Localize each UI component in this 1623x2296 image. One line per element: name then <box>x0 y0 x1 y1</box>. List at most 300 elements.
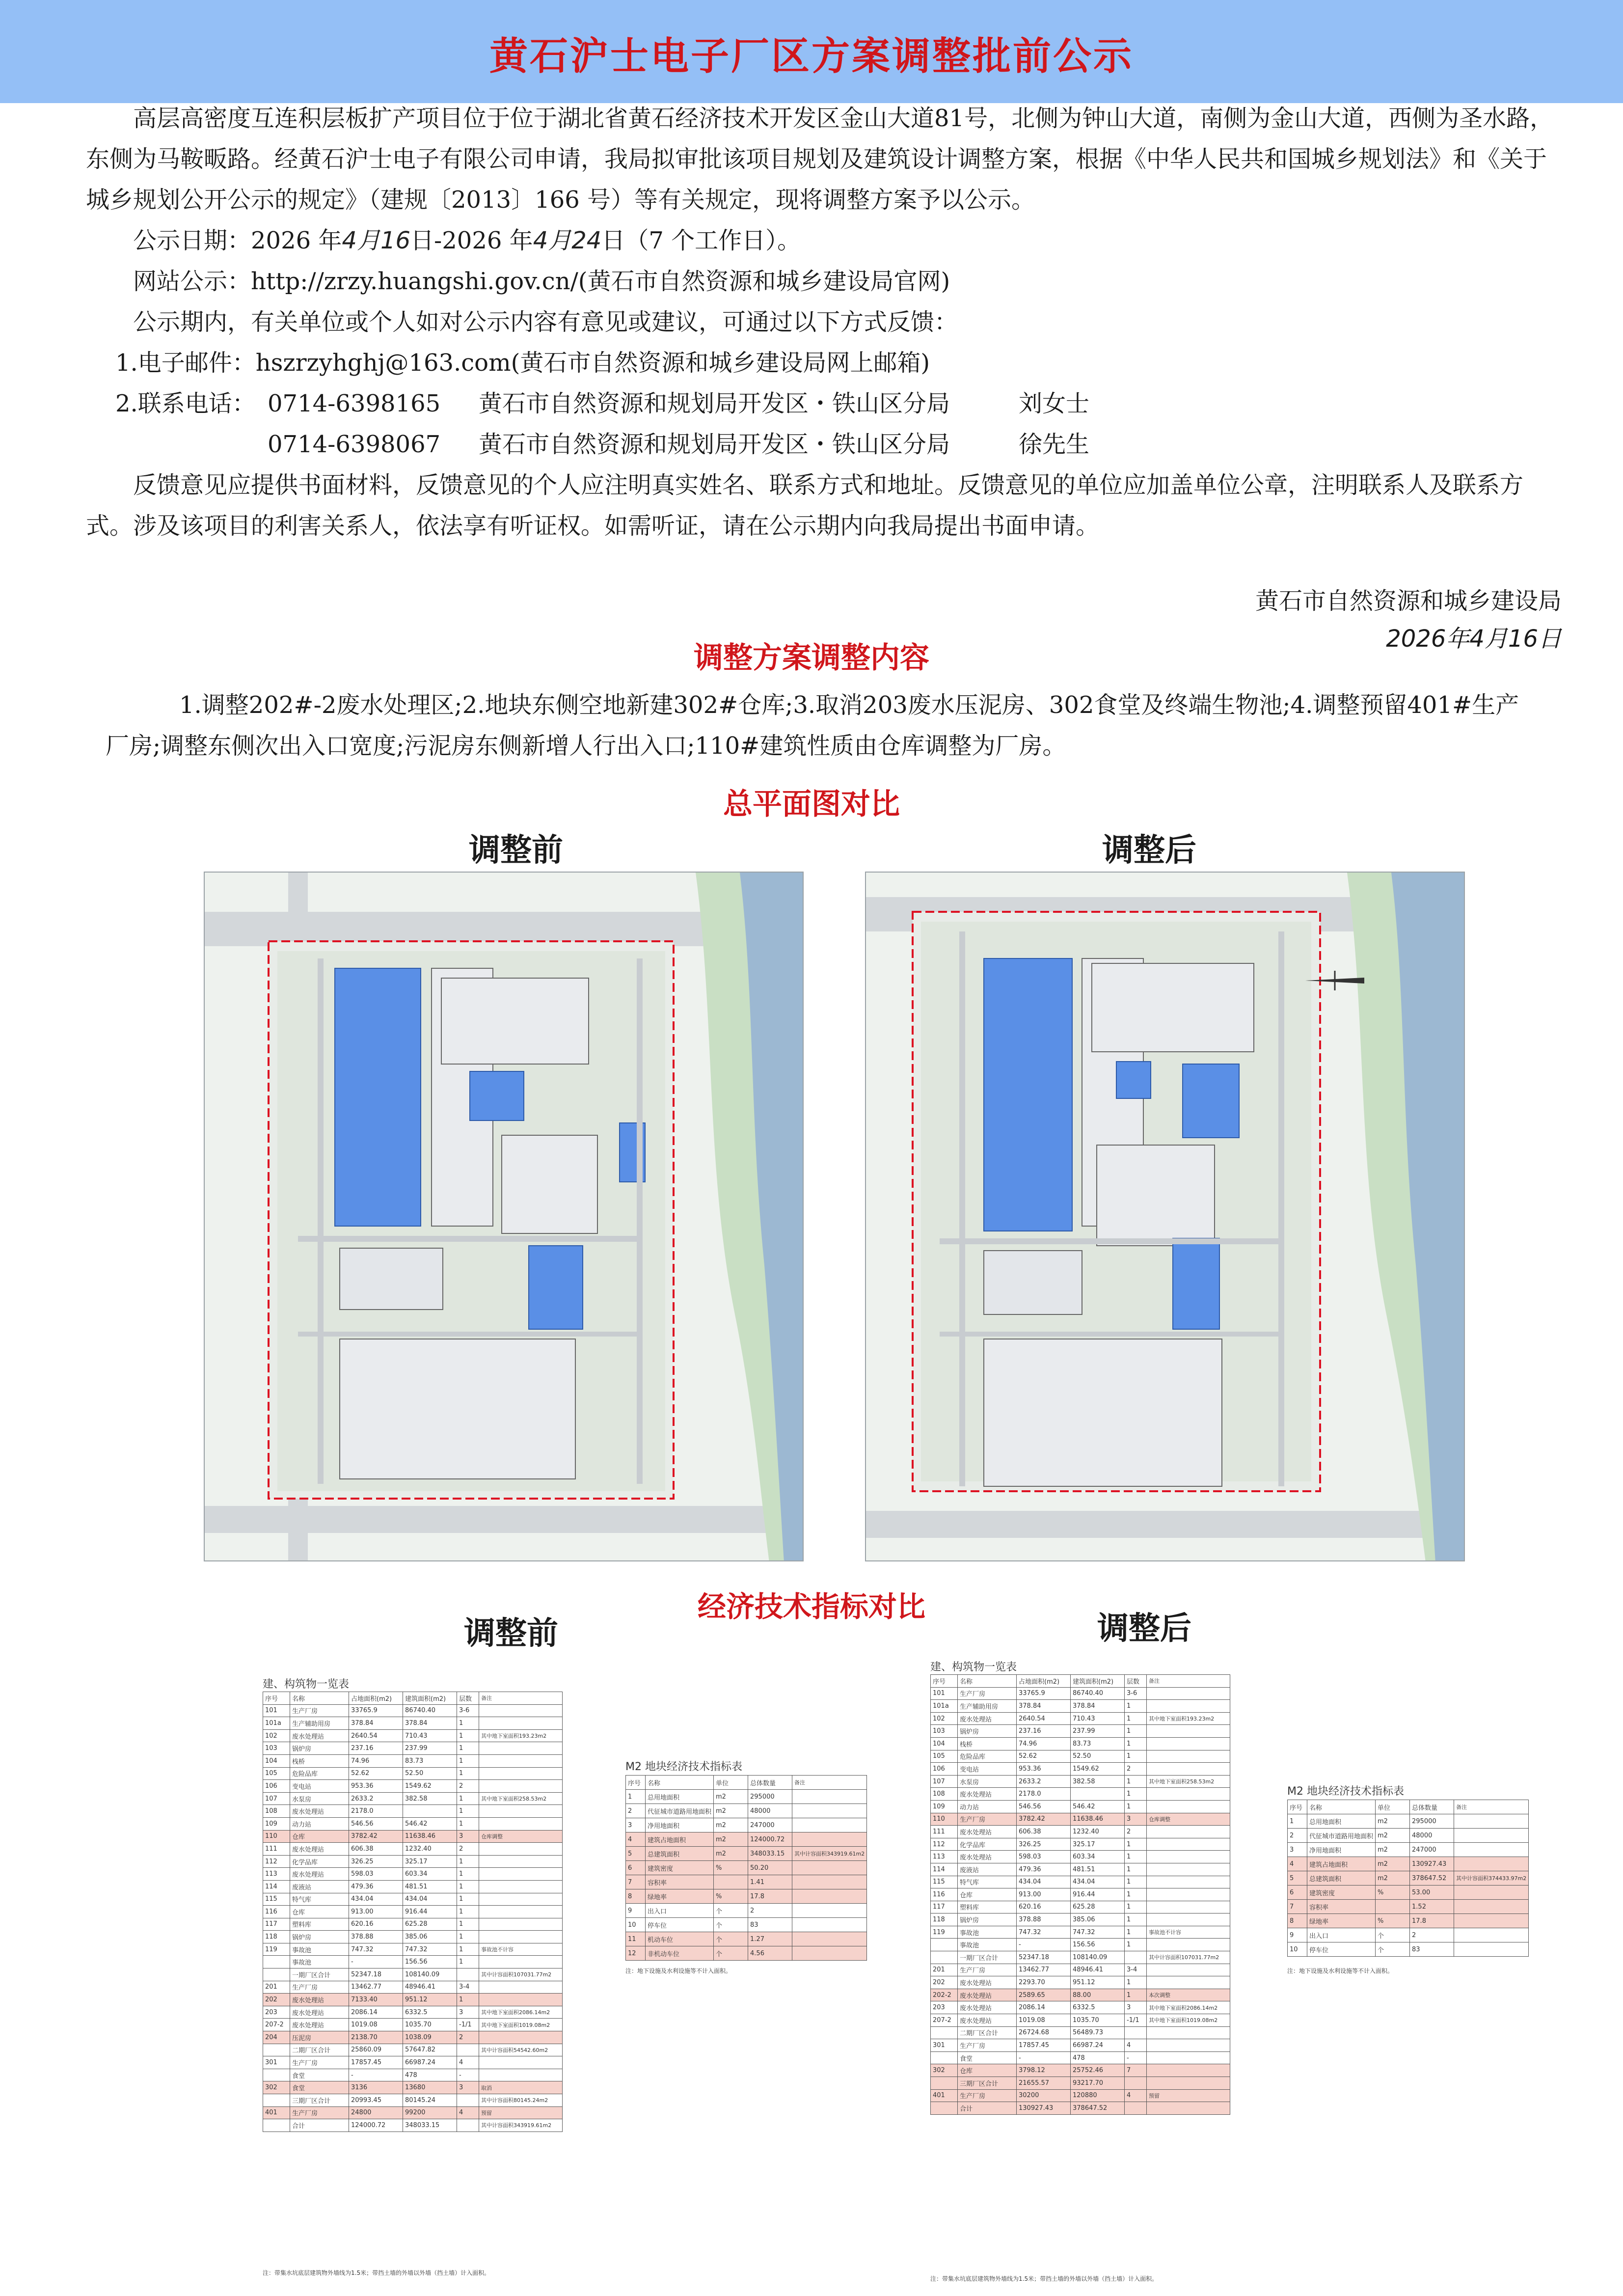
table-cell: 1 <box>1125 1737 1147 1750</box>
table-cell <box>792 1932 867 1946</box>
table-cell: 1 <box>457 1880 479 1893</box>
table-cell: 2640.54 <box>1017 1712 1071 1725</box>
table-cell: 4 <box>626 1832 646 1847</box>
building-row <box>263 1893 563 1906</box>
building-row <box>931 1750 1230 1763</box>
table-cell: 停车位 <box>646 1918 714 1932</box>
table-cell: 3-6 <box>1125 1687 1147 1700</box>
notice-feedback-rules: 反馈意见应提供书面材料，反馈意见的个人应注明真实姓名、联系方式和地址。反馈意见的单位应加盖单位公章，注明联系人及联系方式。涉及该项目的利害关系人，依法享有听证权。如需听证，请在公示期内向我局提出书面申请。 <box>86 471 1524 540</box>
building-row <box>931 2026 1230 2039</box>
table-cell: 1549.62 <box>1071 1763 1125 1776</box>
table-cell: 1 <box>457 1742 479 1755</box>
signature-org: 黄石市自然资源和城乡建设局 <box>1255 587 1562 615</box>
table-cell: 绿地率 <box>1307 1914 1376 1928</box>
table-cell: 237.16 <box>349 1742 403 1755</box>
table-cell <box>263 2119 290 2132</box>
table-cell: 二期厂区合计 <box>290 2044 349 2056</box>
metric-row <box>626 1932 867 1946</box>
table-cell: 二期厂区合计 <box>958 2026 1017 2039</box>
table-cell <box>1071 1788 1125 1801</box>
table-cell: 4 <box>1288 1857 1307 1871</box>
table-cell <box>1147 1700 1230 1713</box>
table-cell: m2 <box>1376 1843 1410 1857</box>
table-cell <box>1125 2077 1147 2090</box>
table-cell: 1 <box>1125 1750 1147 1763</box>
table-cell: 52347.18 <box>349 1968 403 1981</box>
table-cell: 2178.0 <box>349 1805 403 1818</box>
table-cell: 2 <box>1288 1829 1307 1843</box>
table-cell: 其中计容面积107031.77m2 <box>479 1968 563 1981</box>
table-header-cell: 建筑面积(m2) <box>1071 1675 1125 1688</box>
building-row <box>931 1813 1230 1826</box>
table-cell: 3 <box>1125 2001 1147 2014</box>
building-row <box>263 1931 563 1943</box>
table-cell: - <box>349 2069 403 2081</box>
table-cell: 106 <box>931 1763 958 1776</box>
table-cell: 废水处理站 <box>290 1843 349 1856</box>
table-cell: 2 <box>457 2031 479 2044</box>
table-cell: 食堂 <box>290 2069 349 2081</box>
table-cell: 118 <box>263 1931 290 1943</box>
table-cell <box>263 2069 290 2081</box>
building-row <box>931 1700 1230 1713</box>
table-cell: 废水处理站 <box>958 1851 1017 1863</box>
table-cell <box>479 1754 563 1767</box>
table-cell <box>1147 2064 1230 2077</box>
metric-row <box>626 1818 867 1832</box>
before-building-note: 注：带集水坑底层建筑物外墙线为1.5米；带挡土墙的外墙以外墙（挡土墙）计入面积。 <box>263 2269 490 2276</box>
table-cell: 5 <box>1288 1871 1307 1886</box>
table-cell: 2086.14 <box>1017 2001 1071 2014</box>
table-cell <box>1454 1914 1529 1928</box>
table-cell: 6332.5 <box>1071 2001 1125 2014</box>
table-cell: 其中计容面积54542.60m2 <box>479 2044 563 2056</box>
table-cell: 105 <box>263 1767 290 1780</box>
table-cell: 2640.54 <box>349 1729 403 1742</box>
table-cell: 201 <box>931 1964 958 1976</box>
table-cell: 生产厂房 <box>958 1964 1017 1976</box>
table-cell: 114 <box>263 1880 290 1893</box>
table-cell <box>1147 2077 1230 2090</box>
table-cell: 401 <box>263 2106 290 2119</box>
table-cell <box>457 2094 479 2107</box>
contact-row-2 <box>86 424 1554 465</box>
table-cell: 620.16 <box>1017 1901 1071 1913</box>
building-row <box>931 1976 1230 1989</box>
table-cell: 710.43 <box>403 1729 457 1742</box>
table-cell: 容积率 <box>1307 1900 1376 1914</box>
before-metric-note: 注：地下设施及水利设施等不计入面积。 <box>625 1968 732 1974</box>
table-cell <box>403 1805 457 1818</box>
table-cell <box>792 1889 867 1904</box>
table-cell: 1 <box>457 1994 479 2006</box>
table-cell: 1 <box>1125 1838 1147 1851</box>
building-row <box>263 1754 563 1767</box>
table-cell: 3 <box>1288 1843 1307 1857</box>
table-cell: 代征城市道路用地面积 <box>1307 1829 1376 1843</box>
table-cell: 1232.40 <box>403 1843 457 1856</box>
table-cell <box>479 2069 563 2081</box>
table-cell: 1 <box>457 1729 479 1742</box>
table-cell: 107 <box>931 1775 958 1788</box>
table-cell: 其中地下室面积2086.14m2 <box>1147 2001 1230 2014</box>
table-header-cell: 备注 <box>479 1692 563 1705</box>
table-cell: 事故池不计容 <box>479 1943 563 1956</box>
table-cell <box>1454 1814 1529 1829</box>
table-cell: 237.16 <box>1017 1725 1071 1738</box>
table-cell: 个 <box>714 1946 748 1961</box>
building-row <box>263 1994 563 2006</box>
table-cell: 207-2 <box>931 2014 958 2027</box>
table-cell: 生产厂房 <box>290 2056 349 2069</box>
table-cell <box>931 1951 958 1964</box>
table-cell: 203 <box>263 2006 290 2019</box>
table-cell: 107 <box>263 1792 290 1805</box>
table-cell: 8 <box>626 1889 646 1904</box>
table-cell: 其中地下室面积193.23m2 <box>1147 1712 1230 1725</box>
table-cell: 生产辅助用房 <box>290 1717 349 1730</box>
table-cell: 119 <box>931 1926 958 1939</box>
table-header-cell: 备注 <box>792 1776 867 1790</box>
table-cell: 112 <box>931 1838 958 1851</box>
building-row <box>263 1855 563 1868</box>
table-cell: 111 <box>263 1843 290 1856</box>
table-cell: 危险品库 <box>958 1750 1017 1763</box>
table-cell: 130927.43 <box>1017 2102 1071 2115</box>
table-cell: 化学品库 <box>290 1855 349 1868</box>
table-cell: 481.51 <box>403 1880 457 1893</box>
building-row <box>263 1805 563 1818</box>
table-cell <box>714 1875 748 1889</box>
table-cell: 101a <box>931 1700 958 1713</box>
table-cell: 其中计容面积343919.61m2 <box>479 2119 563 2132</box>
table-cell: 2 <box>748 1904 792 1918</box>
table-cell: 116 <box>263 1906 290 1918</box>
building-row <box>931 1964 1230 1976</box>
table-cell: 434.04 <box>349 1893 403 1906</box>
table-cell: 4.56 <box>748 1946 792 1961</box>
table-cell: 三期厂区合计 <box>958 2077 1017 2090</box>
table-cell: 1 <box>457 1906 479 1918</box>
table-cell: 108140.09 <box>1071 1951 1125 1964</box>
table-cell: 378.88 <box>1017 1913 1071 1926</box>
building-row <box>263 2119 563 2132</box>
table-cell: 48946.41 <box>403 1981 457 1994</box>
table-header-cell: 备注 <box>1147 1675 1230 1688</box>
table-cell: 2 <box>1125 1826 1147 1838</box>
table-cell: 7 <box>1125 2064 1147 2077</box>
table-cell <box>1147 1737 1230 1750</box>
table-cell: 247000 <box>748 1818 792 1832</box>
table-cell: 7133.40 <box>349 1994 403 2006</box>
table-cell: 3 <box>457 1830 479 1843</box>
table-cell: 绿地率 <box>646 1889 714 1904</box>
table-cell: 3782.42 <box>349 1830 403 1843</box>
table-cell: 115 <box>931 1876 958 1888</box>
table-cell: 出入口 <box>646 1904 714 1918</box>
table-cell: 1 <box>457 1754 479 1767</box>
contact-row-1 <box>86 383 1554 424</box>
table-cell <box>1454 1886 1529 1900</box>
adjust-content: 1.调整202#-2废水处理区;2.地块东侧空地新建302#仓库;3.取消203废水压泥房、302食堂及终端生物池;4.调整预留401#生产厂房;调整东侧次出入口宽度;污泥房东侧新增人行出入口;110#建筑性质由仓库调整为厂房。 <box>106 691 1519 760</box>
table-cell: 废水处理站 <box>958 1712 1017 1725</box>
building-row <box>931 1901 1230 1913</box>
table-header-cell: 层数 <box>457 1692 479 1705</box>
table-cell: 348033.15 <box>403 2119 457 2132</box>
table-cell <box>1147 1913 1230 1926</box>
before-building-title: 建、构筑物一览表 <box>263 1678 350 1691</box>
plan-after-label: 调整后 <box>1102 832 1196 869</box>
table-cell: 478 <box>1071 2051 1125 2064</box>
table-cell: 112 <box>263 1855 290 1868</box>
before-building-sheet <box>255 1672 599 2281</box>
table-cell <box>479 1805 563 1818</box>
table-cell: 1038.09 <box>403 2031 457 2044</box>
site-plan-after <box>865 872 1465 1561</box>
table-cell: 1 <box>457 1817 479 1830</box>
after-building-title: 建、构筑物一览表 <box>930 1661 1017 1673</box>
building-row <box>931 2039 1230 2052</box>
table-cell: 2633.2 <box>349 1792 403 1805</box>
table-cell: 出入口 <box>1307 1928 1376 1942</box>
table-header-cell: 单位 <box>1376 1800 1410 1814</box>
table-cell: 326.25 <box>1017 1838 1071 1851</box>
table-cell: m2 <box>714 1847 748 1861</box>
table-cell: 其中地下室面积193.23m2 <box>479 1729 563 1742</box>
building-row <box>931 1913 1230 1926</box>
table-cell: 塑料库 <box>958 1901 1017 1913</box>
table-cell: 生产厂房 <box>958 1813 1017 1826</box>
metric-row <box>1288 1928 1529 1942</box>
before-metric-sheet <box>620 1755 875 1981</box>
table-cell: 1 <box>626 1790 646 1804</box>
contact-label: 2.联系电话： <box>115 390 256 417</box>
table-cell: 33765.9 <box>349 1704 403 1717</box>
building-row <box>263 1918 563 1931</box>
table-cell: 326.25 <box>349 1855 403 1868</box>
contact-name: 徐先生 <box>1019 431 1090 458</box>
table-cell: 废水处理站 <box>958 1788 1017 1801</box>
table-cell: 546.56 <box>349 1817 403 1830</box>
table-header-cell: 总体数量 <box>1410 1800 1454 1814</box>
table-cell: 101 <box>263 1704 290 1717</box>
table-cell <box>479 1742 563 1755</box>
building-row <box>931 1888 1230 1901</box>
table-cell: 108 <box>931 1788 958 1801</box>
table-cell: 546.42 <box>1071 1800 1125 1813</box>
table-cell: 1 <box>1125 1775 1147 1788</box>
table-cell: 202 <box>931 1976 958 1989</box>
metric-row <box>1288 1814 1529 1829</box>
metric-row <box>1288 1871 1529 1886</box>
table-cell: 本次调整 <box>1147 1989 1230 2001</box>
table-cell: 83.73 <box>403 1754 457 1767</box>
table-cell <box>1454 1829 1529 1843</box>
table-cell: 生产辅助用房 <box>958 1700 1017 1713</box>
table-cell: 378.84 <box>403 1717 457 1730</box>
table-cell: 合计 <box>290 2119 349 2132</box>
table-cell: 总建筑面积 <box>1307 1871 1376 1886</box>
table-cell: 废水处理站 <box>290 1868 349 1881</box>
table-cell: 951.12 <box>403 1994 457 2006</box>
table-cell: 6 <box>1288 1886 1307 1900</box>
table-cell: 1 <box>1125 1800 1147 1813</box>
table-cell: 48000 <box>748 1804 792 1818</box>
table-cell <box>1147 1964 1230 1976</box>
table-cell: m2 <box>1376 1814 1410 1829</box>
handwritten-date-start: 4月16 <box>342 227 411 254</box>
site-plan-after-drawing <box>866 873 1465 1561</box>
table-cell: 1 <box>1125 1700 1147 1713</box>
table-cell <box>792 1790 867 1804</box>
table-cell <box>1125 2102 1147 2115</box>
table-cell <box>1147 1826 1230 1838</box>
table-cell: 锅炉房 <box>290 1931 349 1943</box>
table-cell: 2086.14 <box>349 2006 403 2019</box>
table-cell: 479.36 <box>349 1880 403 1893</box>
table-cell: 栈桥 <box>290 1754 349 1767</box>
table-cell <box>1147 2051 1230 2064</box>
building-row <box>263 1968 563 1981</box>
table-cell: % <box>714 1889 748 1904</box>
table-cell <box>479 1880 563 1893</box>
table-cell <box>792 1904 867 1918</box>
table-cell: 2178.0 <box>1017 1788 1071 1801</box>
table-cell: 103 <box>263 1742 290 1755</box>
table-cell: 一期厂区合计 <box>958 1951 1017 1964</box>
table-cell: 2 <box>1125 1763 1147 1776</box>
building-row <box>931 1800 1230 1813</box>
table-cell: 预留 <box>479 2106 563 2119</box>
indicator-after-label: 调整后 <box>1097 1610 1191 1647</box>
table-cell: 237.99 <box>403 1742 457 1755</box>
table-cell: 废水处理站 <box>290 1994 349 2006</box>
table-cell: 105 <box>931 1750 958 1763</box>
table-cell: 25752.46 <box>1071 2064 1125 2077</box>
table-cell: 仓库调整 <box>479 1830 563 1843</box>
table-cell: 其中地下室面积258.53m2 <box>1147 1775 1230 1788</box>
table-cell: 48946.41 <box>1071 1964 1125 1976</box>
table-cell: 119 <box>263 1943 290 1956</box>
table-cell: 201 <box>263 1981 290 1994</box>
table-cell: 325.17 <box>1071 1838 1125 1851</box>
table-cell: % <box>1376 1886 1410 1900</box>
table-cell: 102 <box>263 1729 290 1742</box>
notice-body <box>86 98 1554 547</box>
table-cell <box>479 2031 563 2044</box>
table-cell: 1035.70 <box>1071 2014 1125 2027</box>
table-cell <box>792 1946 867 1961</box>
table-cell: 86740.40 <box>1071 1687 1125 1700</box>
table-cell: 117 <box>263 1918 290 1931</box>
building-row <box>263 1792 563 1805</box>
notice-website: 网站公示：http://zrzy.huangshi.gov.cn/(黄石市自然资源和城乡建设局官网) <box>133 268 950 295</box>
table-cell <box>1125 2026 1147 2039</box>
building-row <box>263 1742 563 1755</box>
table-cell: 生产厂房 <box>290 1704 349 1717</box>
table-header-row <box>1288 1800 1529 1814</box>
metric-row <box>626 1861 867 1875</box>
table-cell: 2589.65 <box>1017 1989 1071 2001</box>
table-cell: 109 <box>263 1817 290 1830</box>
metric-row <box>1288 1843 1529 1857</box>
table-cell: 1 <box>1125 1788 1147 1801</box>
table-cell: 代征城市道路用地面积 <box>646 1804 714 1818</box>
table-cell: 747.32 <box>1071 1926 1125 1939</box>
table-cell: 33765.9 <box>1017 1687 1071 1700</box>
table-cell: 113 <box>263 1868 290 1881</box>
table-cell: 3 <box>626 1818 646 1832</box>
after-building-table <box>930 1674 1230 2115</box>
table-cell: 86740.40 <box>403 1704 457 1717</box>
metric-row <box>626 1847 867 1861</box>
table-cell: 52347.18 <box>1017 1951 1071 1964</box>
table-cell <box>479 1994 563 2006</box>
table-cell: 6 <box>626 1861 646 1875</box>
table-cell: 93217.70 <box>1071 2077 1125 2090</box>
table-cell: 1 <box>1125 1725 1147 1738</box>
table-cell: 1 <box>1125 1989 1147 2001</box>
table-cell: 取消 <box>479 2081 563 2094</box>
building-row <box>263 2106 563 2119</box>
table-cell: 108140.09 <box>403 1968 457 1981</box>
table-cell: 1 <box>457 1767 479 1780</box>
metric-row <box>1288 1886 1529 1900</box>
table-cell: 容积率 <box>646 1875 714 1889</box>
building-row <box>931 1737 1230 1750</box>
building-row <box>931 2001 1230 2014</box>
table-cell: 3136 <box>349 2081 403 2094</box>
table-cell <box>792 1818 867 1832</box>
table-cell: 3-6 <box>457 1704 479 1717</box>
table-cell: 434.04 <box>1071 1876 1125 1888</box>
table-cell: 1 <box>457 1805 479 1818</box>
table-cell: 620.16 <box>349 1918 403 1931</box>
table-cell <box>479 1906 563 1918</box>
table-cell: 111 <box>931 1826 958 1838</box>
table-cell: 1 <box>457 1855 479 1868</box>
table-cell <box>931 2102 958 2115</box>
table-header-cell: 总体数量 <box>748 1776 792 1790</box>
building-row <box>263 1704 563 1717</box>
table-cell: 109 <box>931 1800 958 1813</box>
table-cell: 378.88 <box>349 1931 403 1943</box>
table-cell: 预留 <box>1147 2089 1230 2102</box>
table-cell: 动力站 <box>290 1817 349 1830</box>
table-cell: 一期厂区合计 <box>290 1968 349 1981</box>
building-row <box>931 2051 1230 2064</box>
table-cell: 3 <box>457 2081 479 2094</box>
table-cell: 1035.70 <box>403 2019 457 2031</box>
table-cell: 4 <box>457 2056 479 2069</box>
table-cell: 24800 <box>349 2106 403 2119</box>
table-cell: 1549.62 <box>403 1780 457 1793</box>
table-cell: - <box>1017 2051 1071 2064</box>
table-cell <box>1454 1843 1529 1857</box>
table-cell: 88.00 <box>1071 1989 1125 2001</box>
table-cell: 382.58 <box>1071 1775 1125 1788</box>
notice-email: 1.电子邮件：hszrzyhghj@163.com(黄石市自然资源和城乡建设局网上邮箱) <box>115 349 930 377</box>
building-row <box>263 1780 563 1793</box>
table-cell: 总用地面积 <box>1307 1814 1376 1829</box>
table-cell: 202-2 <box>931 1989 958 2001</box>
building-row <box>263 1817 563 1830</box>
table-cell <box>1147 1800 1230 1813</box>
table-header-cell: 序号 <box>1288 1800 1307 1814</box>
table-cell: 其中计容面积107031.77m2 <box>1147 1951 1230 1964</box>
building-row <box>931 1775 1230 1788</box>
table-cell: 废水处理站 <box>290 2019 349 2031</box>
